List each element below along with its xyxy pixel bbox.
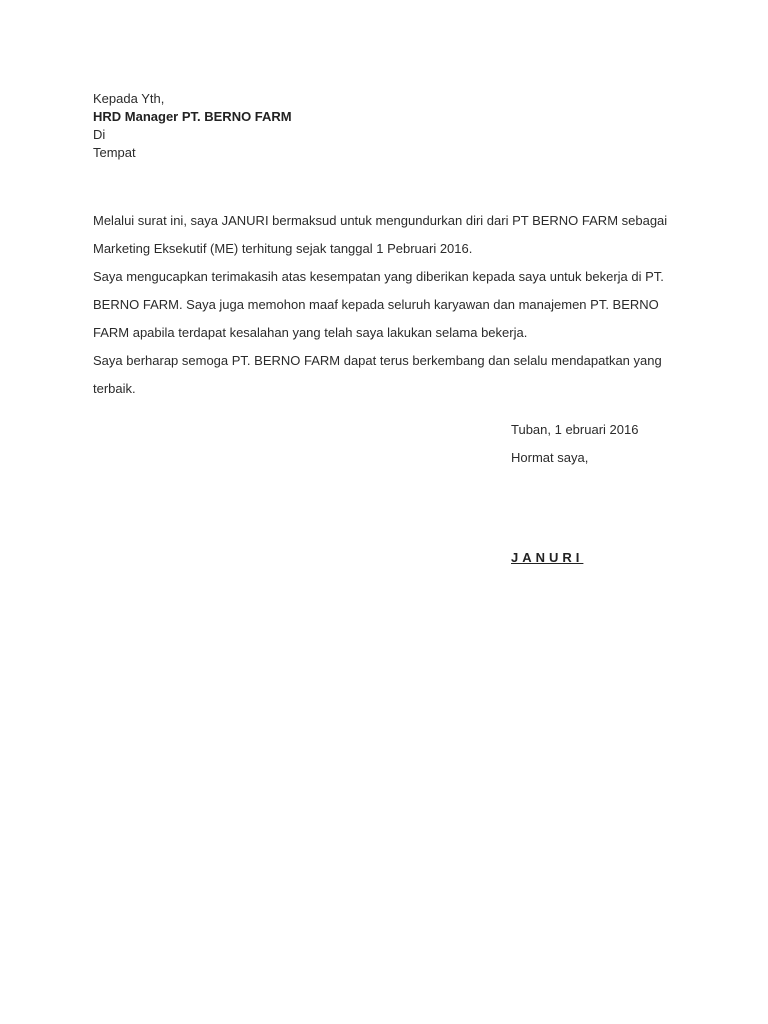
place-date: Tuban, 1 ebruari 2016 <box>511 422 639 437</box>
body-paragraph-3: Saya berharap semoga PT. BERNO FARM dapat terus berkembang dan selalu mendapatkan yang terbaik. <box>93 353 662 396</box>
addressee-place: Tempat <box>93 145 136 160</box>
body-paragraph-1: Melalui surat ini, saya JANURI bermaksud untuk mengundurkan diri dari PT BERNO FARM sebagai Marketing Eksekutif (ME) terhitung sejak tanggal 1 Pebruari 2016. <box>93 213 668 256</box>
closing-block <box>511 416 638 472</box>
signature-name: JANURI <box>511 550 584 565</box>
addressee-di: Di <box>93 127 106 142</box>
letter-body <box>93 207 668 403</box>
body-paragraph-2: Saya mengucapkan terimakasih atas kesempatan yang diberikan kepada saya untuk bekerja di PT. BERNO FARM. Saya juga memohon maaf kepada seluruh karyawan dan manajemen PT. BERNO FARM apabila terdapat kesalahan yang telah saya lakukan selama bekerja. <box>93 269 664 340</box>
closing-salutation: Hormat saya, <box>511 450 589 465</box>
addressee-greeting: Kepada Yth, <box>93 91 165 106</box>
addressee-recipient: HRD Manager PT. BERNO FARM <box>93 109 292 124</box>
addressee-block <box>93 90 292 162</box>
